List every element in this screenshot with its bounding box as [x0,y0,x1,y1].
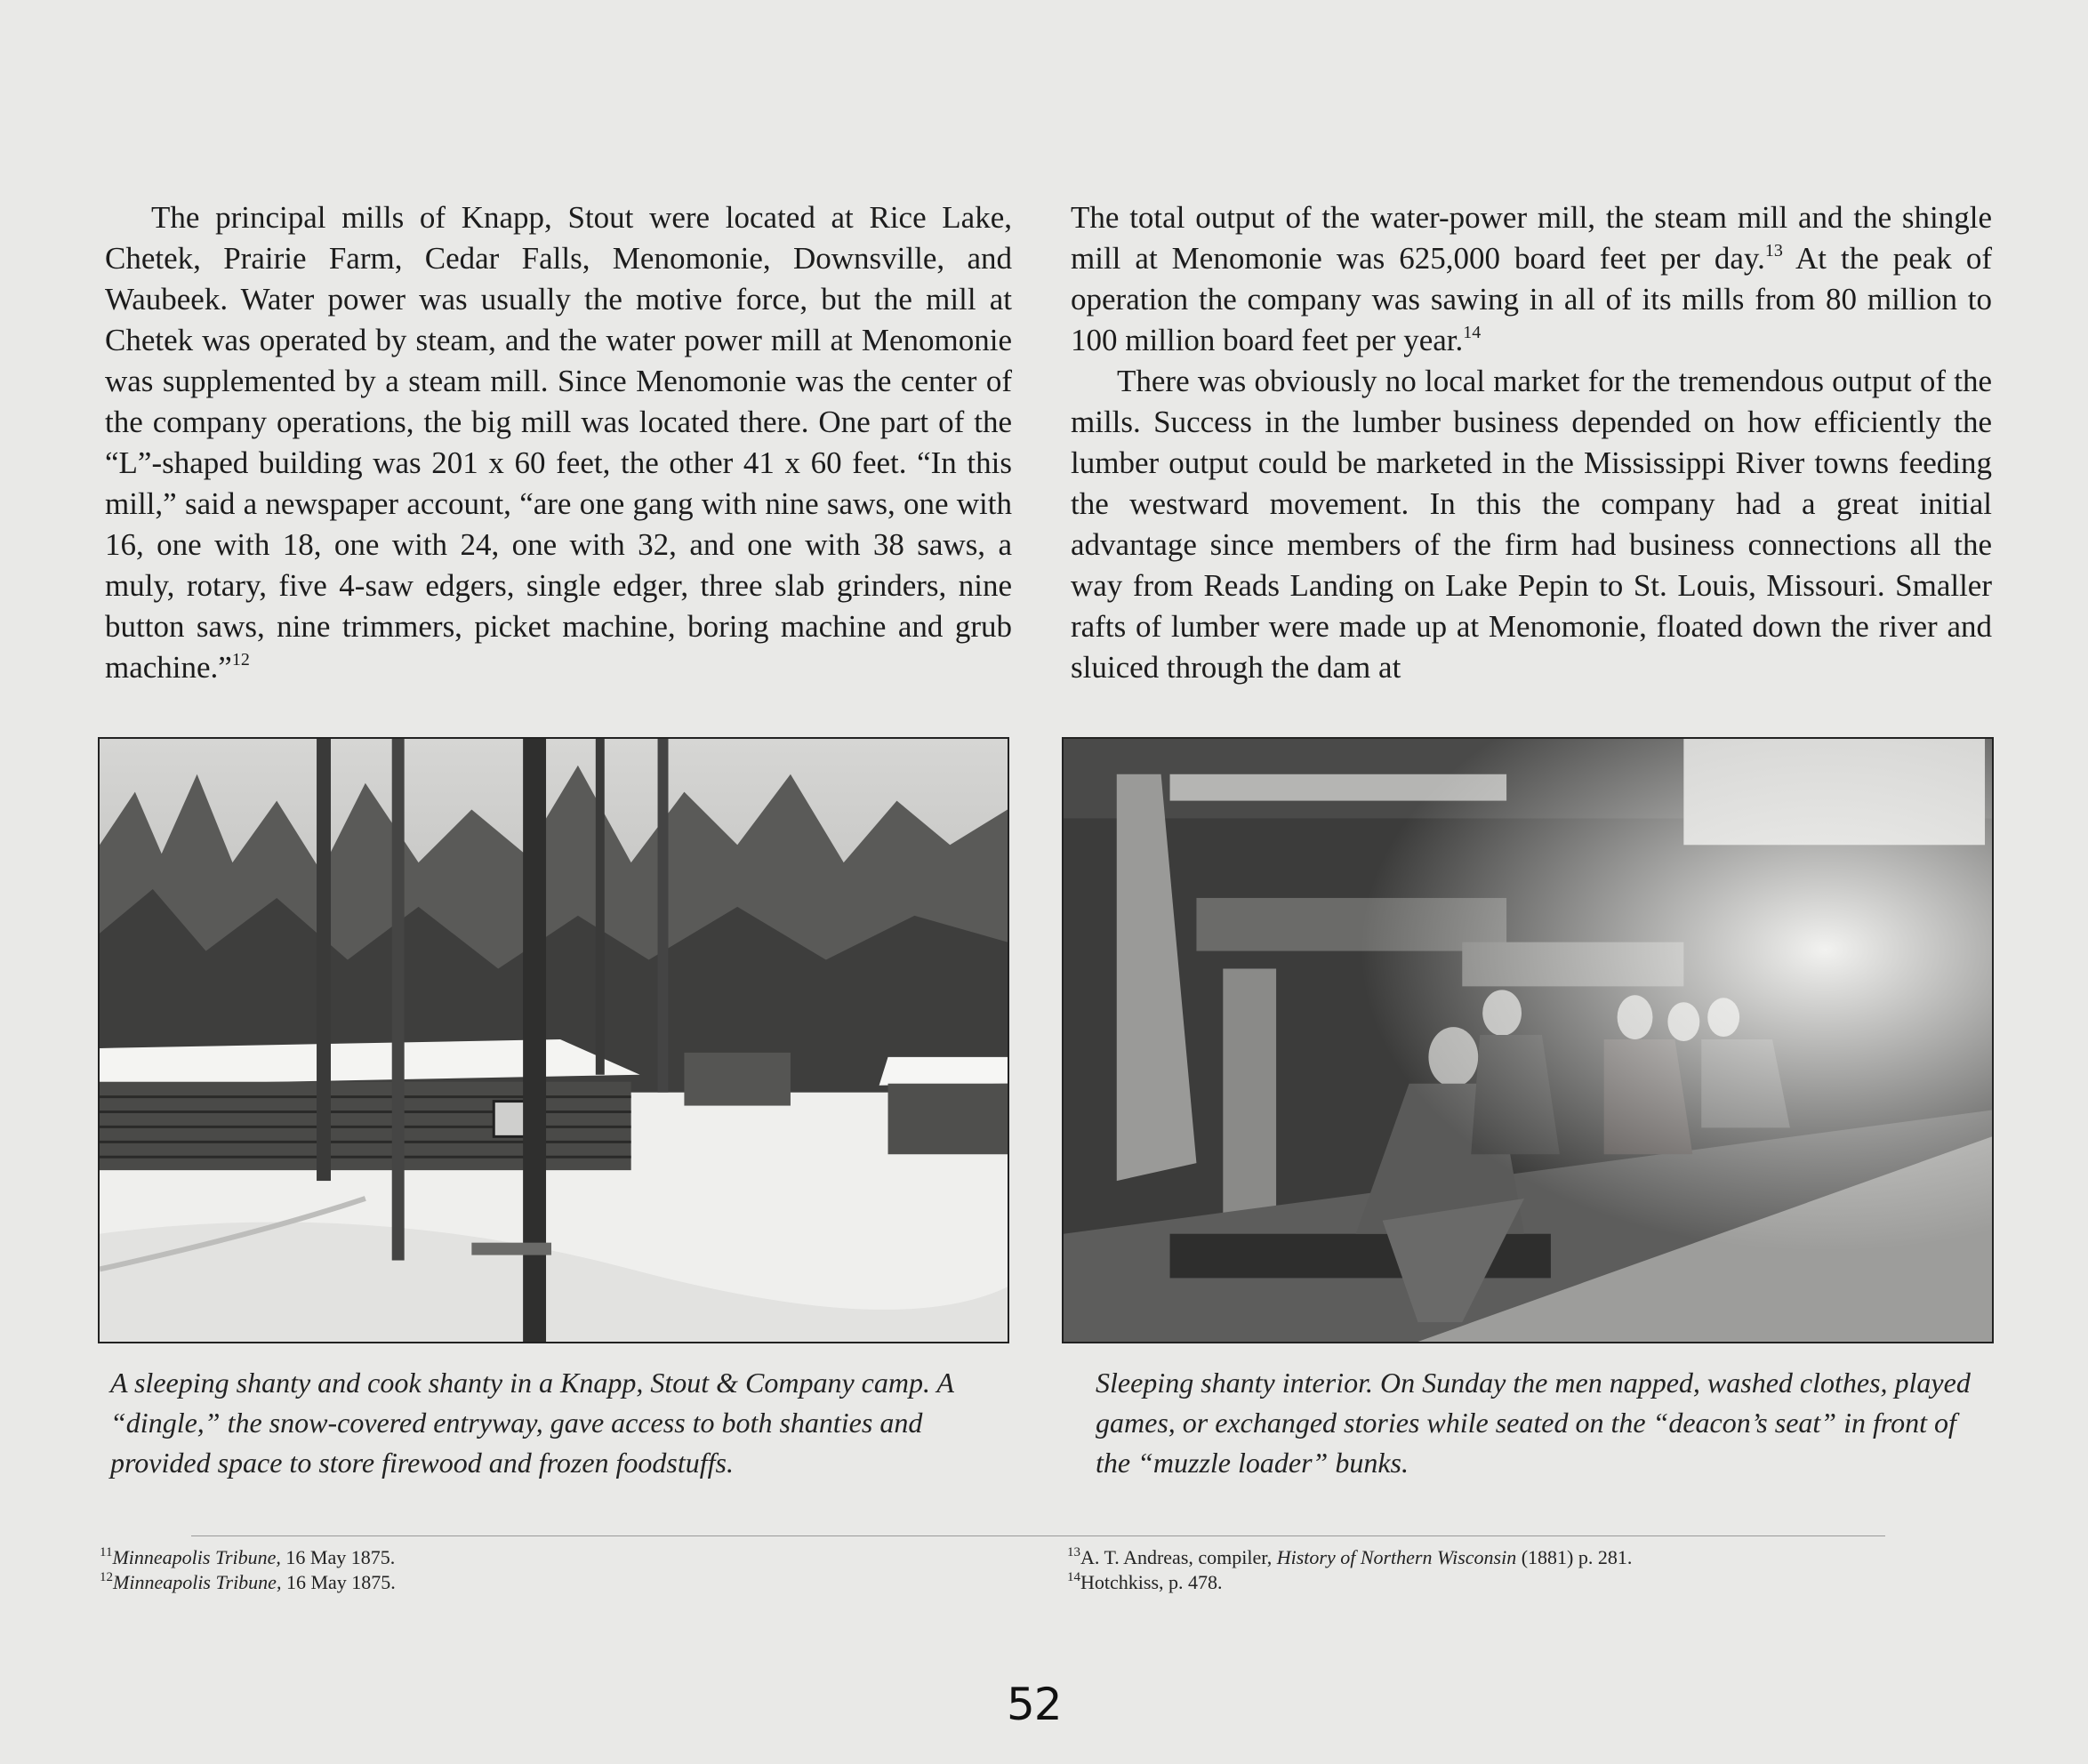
footnotes-right [1067,1545,1632,1595]
right-text-column [1071,197,1992,688]
page-number: 52 [1007,1679,1062,1730]
photo-shanty-interior [1062,737,1994,1343]
photo-log-shanty-camp [98,737,1009,1343]
footnote-ref: 13 [1764,241,1783,261]
footnote: $^{14}$Hotchkiss, p. 478. [1067,1570,1223,1593]
body-paragraph: There was obviously no local market for the tremendous output of the mills. Success in the lumber business depended on how efficiently the lumber output could be marketed in the Mississippi River towns feeding the westward movement. In this the company had a great initial advantage since members of the firm had business connections all the way from Reads Landing on Lake Pepin to St. Louis, Missouri. Smaller rafts of lumber were made up at Menomonie, floated down the river and sluiced through the dam at [1071,364,1992,685]
photo-caption: Sleeping shanty interior. On Sunday the men napped, washed clothes, played games, or exchanged stories while seated on the “deacon’s seat” in front of the “muzzle loader” bunks. [1096,1367,1971,1479]
footnotes-left [100,1545,396,1595]
footnote: $^{12}$Minneapolis Tribune, 16 May 1875. [100,1570,396,1593]
footnote: $^{13}$A. T. Andreas, compiler, History of Northern Wisconsin (1881) p. 281. [1067,1545,1633,1568]
footnote-ref: 12 [231,650,250,670]
body-paragraph: The total output of the water-power mill, the steam mill and the shingle mill at Menomonie was 625,000 board feet per day.$^{13}$ At the peak of operation the company was sawing in all of its mills from 80 million to 100 million board feet per year.$^{14}$ [1071,200,1992,357]
footnote-ref: 14 [1463,323,1482,342]
footnote: $^{11}$Minneapolis Tribune, 16 May 1875. [100,1545,396,1568]
footnote-divider [191,1535,1885,1536]
left-text-column [105,197,1012,688]
photo-caption: A sleeping shanty and cook shanty in a Knapp, Stout & Company camp. A “dingle,” the snow-covered entryway, gave access to both shanties and provided space to store firewood and frozen foodstuffs. [110,1367,954,1479]
body-paragraph: The principal mills of Knapp, Stout were located at Rice Lake, Chetek, Prairie Farm, Cedar Falls, Menomonie, Downsville, and Waubeek. Water power was usually the motive force, but the mill at Chetek was operated by steam, and the water power mill at Menomonie was supplemented by a steam mill. Since Menomonie was the center of the company operations, the big mill was located there. One part of the “L”-shaped building was 201 x 60 feet, the other 41 x 60 feet. “In this mill,” said a newspaper account, “are one gang with nine saws, one with 16, one with 18, one with 24, one with 32, and one with 38 saws, a muly, rotary, five 4-saw edgers, single edger, three slab grinders, nine button saws, nine trimmers, picket machine, boring machine and grub machine.”$^{12}$ [105,200,1012,685]
